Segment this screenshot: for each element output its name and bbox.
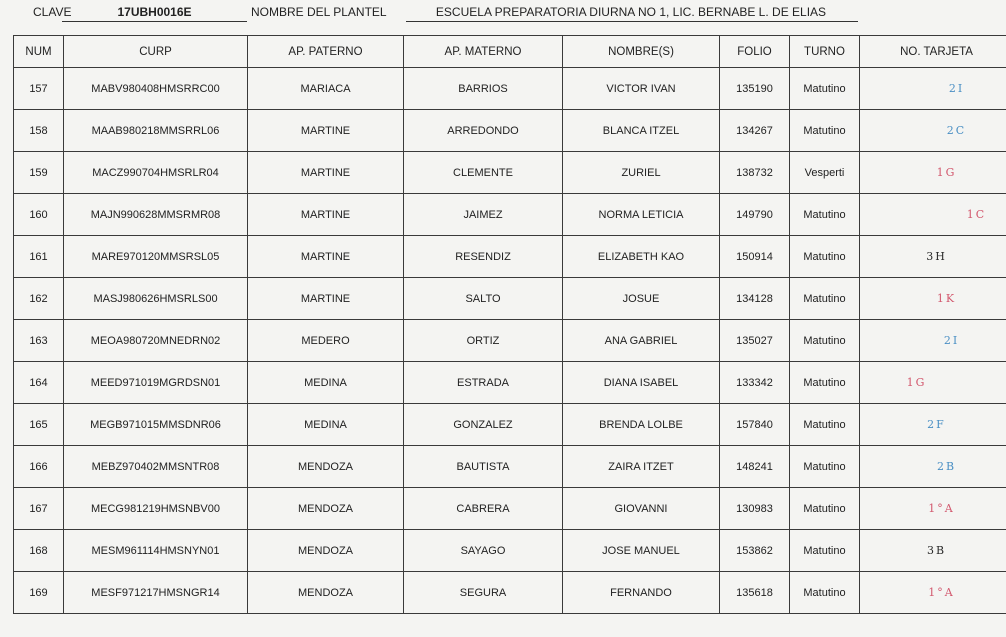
table-row: [14, 278, 1006, 320]
table-row: [14, 152, 1006, 194]
col-header-num: NUM: [14, 36, 64, 68]
cell-tarjeta: [860, 446, 1006, 488]
table-row: [14, 446, 1006, 488]
cell-materno: ORTIZ: [404, 320, 563, 362]
clave-value: 17UBH0016E: [117, 5, 192, 19]
handwritten-card-number: 2C: [946, 124, 967, 137]
cell-num: 167: [14, 488, 64, 530]
cell-nombre: VICTOR IVAN: [563, 68, 720, 110]
cell-curp: MEED971019MGRDSN01: [64, 362, 248, 404]
cell-paterno: MENDOZA: [248, 488, 404, 530]
cell-folio: 148241: [720, 446, 790, 488]
cell-nombre: BLANCA ITZEL: [563, 110, 720, 152]
student-table: [13, 35, 1006, 614]
cell-curp: MARE970120MMSRSL05: [64, 236, 248, 278]
cell-num: 168: [14, 530, 64, 572]
cell-folio: 134267: [720, 110, 790, 152]
cell-materno: ESTRADA: [404, 362, 563, 404]
cell-folio: 150914: [720, 236, 790, 278]
handwritten-card-number: 1°A: [928, 502, 955, 515]
cell-curp: MEBZ970402MMSNTR08: [64, 446, 248, 488]
cell-folio: 135618: [720, 572, 790, 614]
cell-nombre: ZURIEL: [563, 152, 720, 194]
cell-nombre: NORMA LETICIA: [563, 194, 720, 236]
table-row: [14, 320, 1006, 362]
cell-materno: RESENDIZ: [404, 236, 563, 278]
cell-paterno: MENDOZA: [248, 446, 404, 488]
cell-folio: 149790: [720, 194, 790, 236]
cell-paterno: MENDOZA: [248, 572, 404, 614]
cell-folio: 138732: [720, 152, 790, 194]
cell-materno: BAUTISTA: [404, 446, 563, 488]
cell-folio: 130983: [720, 488, 790, 530]
cell-turno: Matutino: [790, 236, 860, 278]
cell-turno: Matutino: [790, 194, 860, 236]
cell-curp: MABV980408HMSRRC00: [64, 68, 248, 110]
cell-num: 166: [14, 446, 64, 488]
table-row: [14, 68, 1006, 110]
cell-curp: MAJN990628MMSRMR08: [64, 194, 248, 236]
cell-tarjeta: [860, 68, 1006, 110]
cell-paterno: MARTINE: [248, 278, 404, 320]
cell-materno: SALTO: [404, 278, 563, 320]
handwritten-card-number: 1C: [966, 208, 987, 221]
cell-materno: GONZALEZ: [404, 404, 563, 446]
cell-tarjeta: [860, 320, 1006, 362]
handwritten-card-number: 1K: [936, 292, 957, 305]
col-header-curp: CURP: [64, 36, 248, 68]
table-row: [14, 362, 1006, 404]
cell-paterno: MEDERO: [248, 320, 404, 362]
cell-materno: SAYAGO: [404, 530, 563, 572]
cell-materno: ARREDONDO: [404, 110, 563, 152]
cell-tarjeta: [860, 194, 1006, 236]
cell-num: 157: [14, 68, 64, 110]
cell-turno: Matutino: [790, 320, 860, 362]
cell-num: 165: [14, 404, 64, 446]
cell-num: 169: [14, 572, 64, 614]
cell-num: 160: [14, 194, 64, 236]
cell-num: 162: [14, 278, 64, 320]
cell-curp: MESF971217HMSNGR14: [64, 572, 248, 614]
cell-materno: BARRIOS: [404, 68, 563, 110]
cell-nombre: JOSE MANUEL: [563, 530, 720, 572]
cell-turno: Matutino: [790, 404, 860, 446]
cell-paterno: MEDINA: [248, 404, 404, 446]
cell-tarjeta: [860, 236, 1006, 278]
cell-curp: MESM961114HMSNYN01: [64, 530, 248, 572]
cell-curp: MASJ980626HMSRLS00: [64, 278, 248, 320]
cell-paterno: MARTINE: [248, 152, 404, 194]
cell-nombre: BRENDA LOLBE: [563, 404, 720, 446]
cell-turno: Matutino: [790, 488, 860, 530]
cell-materno: CABRERA: [404, 488, 563, 530]
cell-curp: MAAB980218MMSRRL06: [64, 110, 248, 152]
cell-paterno: MEDINA: [248, 362, 404, 404]
handwritten-card-number: 1G: [936, 166, 957, 179]
cell-nombre: GIOVANNI: [563, 488, 720, 530]
clave-underline: [62, 21, 247, 22]
cell-tarjeta: [860, 488, 1006, 530]
cell-nombre: DIANA ISABEL: [563, 362, 720, 404]
table-row: [14, 488, 1006, 530]
cell-paterno: MARIACA: [248, 68, 404, 110]
cell-tarjeta: [860, 530, 1006, 572]
handwritten-card-number: 2I: [943, 334, 960, 347]
cell-folio: 134128: [720, 278, 790, 320]
cell-folio: 157840: [720, 404, 790, 446]
cell-nombre: JOSUE: [563, 278, 720, 320]
col-header-tarjeta: NO. TARJETA: [860, 36, 1006, 68]
col-header-folio: FOLIO: [720, 36, 790, 68]
cell-turno: Matutino: [790, 572, 860, 614]
col-header-materno: AP. MATERNO: [404, 36, 563, 68]
handwritten-card-number: 1°A: [928, 586, 955, 599]
cell-nombre: ZAIRA ITZET: [563, 446, 720, 488]
table-row: [14, 194, 1006, 236]
document-header: [0, 0, 1006, 30]
table-row: [14, 530, 1006, 572]
handwritten-card-number: 1G: [906, 376, 927, 389]
cell-turno: Matutino: [790, 110, 860, 152]
cell-folio: 135027: [720, 320, 790, 362]
cell-turno: Matutino: [790, 446, 860, 488]
table-row: [14, 236, 1006, 278]
cell-nombre: ELIZABETH KAO: [563, 236, 720, 278]
cell-turno: Matutino: [790, 362, 860, 404]
handwritten-card-number: 3H: [926, 250, 947, 263]
cell-turno: Matutino: [790, 278, 860, 320]
cell-tarjeta: [860, 404, 1006, 446]
plantel-label: NOMBRE DEL PLANTEL: [251, 5, 387, 19]
col-header-turno: TURNO: [790, 36, 860, 68]
col-header-nombre: NOMBRE(S): [563, 36, 720, 68]
cell-folio: 133342: [720, 362, 790, 404]
header-row: [14, 36, 1006, 68]
col-header-paterno: AP. PATERNO: [248, 36, 404, 68]
cell-curp: MECG981219HMSNBV00: [64, 488, 248, 530]
cell-tarjeta: [860, 572, 1006, 614]
cell-materno: SEGURA: [404, 572, 563, 614]
cell-curp: MEGB971015MMSDNR06: [64, 404, 248, 446]
cell-curp: MEOA980720MNEDRN02: [64, 320, 248, 362]
cell-tarjeta: [860, 152, 1006, 194]
cell-materno: CLEMENTE: [404, 152, 563, 194]
handwritten-card-number: 2I: [948, 82, 965, 95]
clave-label: CLAVE: [33, 5, 72, 19]
cell-paterno: MARTINE: [248, 194, 404, 236]
table-row: [14, 110, 1006, 152]
cell-folio: 153862: [720, 530, 790, 572]
cell-nombre: ANA GABRIEL: [563, 320, 720, 362]
cell-turno: Matutino: [790, 530, 860, 572]
cell-turno: Vesperti: [790, 152, 860, 194]
plantel-value: ESCUELA PREPARATORIA DIURNA NO 1, LIC. BERNABE L. DE ELIAS: [435, 5, 827, 19]
cell-tarjeta: [860, 278, 1006, 320]
cell-num: 164: [14, 362, 64, 404]
handwritten-card-number: 2B: [936, 460, 957, 473]
handwritten-card-number: 2F: [927, 418, 946, 431]
cell-num: 163: [14, 320, 64, 362]
cell-paterno: MARTINE: [248, 236, 404, 278]
cell-paterno: MARTINE: [248, 110, 404, 152]
cell-paterno: MENDOZA: [248, 530, 404, 572]
plantel-underline: [406, 21, 858, 22]
cell-curp: MACZ990704HMSRLR04: [64, 152, 248, 194]
table-row: [14, 404, 1006, 446]
table-row: [14, 572, 1006, 614]
cell-num: 161: [14, 236, 64, 278]
cell-nombre: FERNANDO: [563, 572, 720, 614]
cell-folio: 135190: [720, 68, 790, 110]
handwritten-card-number: 3B: [926, 544, 947, 557]
cell-turno: Matutino: [790, 68, 860, 110]
cell-num: 158: [14, 110, 64, 152]
cell-num: 159: [14, 152, 64, 194]
cell-materno: JAIMEZ: [404, 194, 563, 236]
cell-tarjeta: [860, 110, 1006, 152]
cell-tarjeta: [860, 362, 1006, 404]
